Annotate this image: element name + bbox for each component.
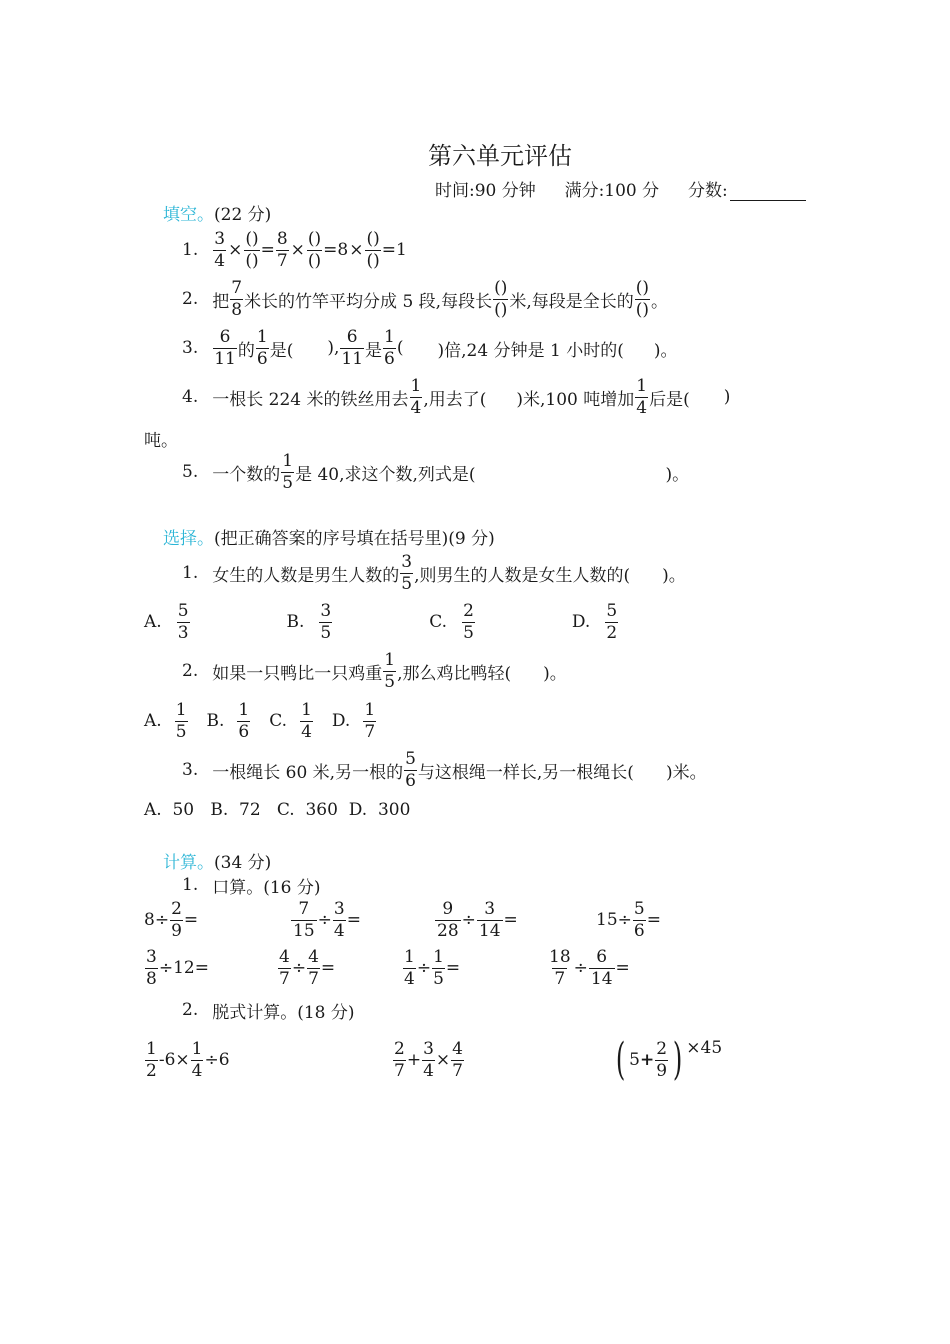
score-blank[interactable] — [730, 184, 806, 201]
exam-meta — [435, 176, 806, 201]
oral-calc-1: 8 ÷ $\frac{2}{9}$ = — [144, 898, 199, 941]
question-text: )米,100 吨增加 — [516, 389, 635, 410]
oral-calc-6: $\frac{4}{7}$ ÷ $\frac{4}{7}$ = — [279, 946, 336, 989]
oral-calc-7: $\frac{1}{4}$ ÷ $\frac{1}{5}$ = — [404, 946, 461, 989]
question-text: 把 — [212, 291, 230, 312]
option-a[interactable]: A. $\frac{1}{5}$ — [144, 699, 187, 742]
question-text: 。 — [651, 291, 669, 312]
question-text: ( — [396, 338, 404, 358]
fraction: $\frac{5}{6}$ — [405, 748, 416, 791]
question-number: 5. — [182, 462, 199, 482]
option-c[interactable]: C. $\frac{1}{4}$ — [269, 699, 312, 742]
question-text: 是( — [269, 340, 294, 361]
page-title: 第六单元评估 — [428, 142, 572, 170]
question-text: 一个数的 — [212, 464, 281, 485]
fraction: $\frac{1}{6}$ — [256, 326, 268, 369]
oral-calc-8: $\frac{18}{7}$ ÷ $\frac{6}{14}$ = — [549, 946, 630, 989]
question-text: 口算。(16 分) — [212, 877, 321, 898]
fraction: $\frac{1}{4}$ — [636, 375, 648, 418]
fraction: $\frac{1}{4}$ — [410, 375, 422, 418]
question-text: )。 — [653, 340, 678, 361]
fraction: $\frac{8}{7}$ — [276, 228, 288, 271]
choice-question-3 — [182, 750, 707, 790]
question-text: )。 — [543, 663, 567, 684]
answer-blank-fraction[interactable]: $\frac{()}{()}$ — [307, 228, 322, 271]
section-heading: 计算。 — [163, 852, 214, 873]
question-4 — [182, 377, 730, 417]
section-heading: 填空。 — [163, 204, 214, 225]
question-1 — [182, 230, 407, 270]
fraction: $\frac{3}{5}$ — [401, 551, 413, 594]
times-sign: × — [349, 240, 364, 260]
question-text: 脱式计算。(18 分) — [212, 1002, 355, 1023]
oral-calc-3: $\frac{9}{28}$ ÷ $\frac{3}{14}$ = — [437, 898, 518, 941]
question-text: 吨。 — [144, 430, 178, 451]
step-calc-1: $\frac{1}{2}$ - 6 × $\frac{1}{4}$ ÷ 6 — [146, 1038, 230, 1081]
choice-options-1 — [144, 602, 619, 642]
question-text: )倍,24 分钟是 1 小时的( — [437, 340, 624, 361]
section-fill-in — [163, 192, 271, 232]
question-3 — [182, 328, 677, 368]
question-5 — [182, 452, 689, 492]
question-number: 2. — [182, 661, 199, 681]
question-2 — [182, 279, 668, 319]
question-text: 一根长 224 米的铁丝用去 — [212, 389, 409, 410]
question-text: 女生的人数是男生人数的 — [212, 565, 400, 586]
step-calc-3: ( 5 + $\frac{2}{9}$ ) ×45 — [615, 1034, 723, 1085]
oral-calc-5: $\frac{3}{8}$ ÷ 12 = — [146, 946, 209, 989]
fraction: $\frac{1}{5}$ — [282, 450, 294, 493]
fraction: $\frac{3}{4}$ — [214, 228, 226, 271]
question-number: 4. — [182, 387, 199, 407]
choice-options-2 — [144, 701, 377, 741]
answer-blank-fraction[interactable]: $\frac{()}{()}$ — [366, 228, 380, 271]
question-text: 米,每段是全长的 — [509, 291, 634, 312]
option-b[interactable]: B. $\frac{3}{5}$ — [286, 600, 332, 643]
score-label: 分数: — [687, 181, 728, 201]
question-text: )。 — [665, 464, 690, 485]
answer-blank-fraction[interactable]: $\frac{()}{()}$ — [245, 228, 259, 271]
question-number: 3. — [182, 760, 199, 780]
question-text: 米长的竹竿平均分成 5 段,每段长 — [244, 291, 493, 312]
section-heading: 选择。 — [163, 528, 214, 549]
question-number: 1. — [182, 563, 199, 583]
step-calc-2: $\frac{2}{7}$ + $\frac{3}{4}$ × $\frac{4}{7}$ — [394, 1038, 463, 1081]
choice-options-3[interactable]: A. 50 B. 72 C. 360 D. 300 — [144, 800, 411, 820]
expression-text: =1 — [381, 240, 407, 260]
fraction: $\frac{7}{8}$ — [231, 277, 243, 320]
fraction: $\frac{1}{6}$ — [384, 326, 395, 369]
question-number: 1. — [182, 875, 199, 895]
question-text: 如果一只鸭比一只鸡重 — [212, 663, 383, 684]
question-text: ), — [327, 338, 340, 358]
section-points: (把正确答案的序号填在括号里)(9 分) — [214, 528, 495, 549]
question-text: 一根绳长 60 米,另一根的 — [212, 762, 404, 783]
question-number: 1. — [182, 240, 199, 260]
choice-question-2 — [182, 651, 567, 691]
equals-sign: = — [260, 240, 275, 260]
option-c[interactable]: C. $\frac{2}{5}$ — [429, 600, 474, 643]
option-a[interactable]: A. $\frac{5}{3}$ — [144, 600, 189, 643]
time-limit: 时间:90 分钟 — [435, 181, 536, 201]
fraction: $\frac{6}{11}$ — [214, 326, 236, 369]
section-points: (34 分) — [214, 852, 272, 873]
question-text: )米。 — [665, 762, 707, 783]
times-sign: × — [228, 240, 243, 260]
question-text: 后是( — [649, 389, 690, 410]
option-b[interactable]: B. $\frac{1}{6}$ — [206, 699, 250, 742]
answer-blank-fraction[interactable]: $\frac{()}{()}$ — [635, 277, 650, 320]
question-text: ,那么鸡比鸭轻( — [397, 663, 512, 684]
section-points: (22 分) — [214, 204, 272, 225]
full-score: 满分:100 分 — [564, 181, 660, 201]
choice-question-1 — [182, 553, 686, 593]
question-text: 是 — [365, 340, 383, 361]
question-text: ,用去了( — [423, 389, 487, 410]
fraction: $\frac{1}{5}$ — [384, 649, 396, 692]
option-d[interactable]: D. $\frac{1}{7}$ — [331, 699, 376, 742]
expression-text: =8 — [323, 240, 349, 260]
question-number: 2. — [182, 289, 199, 309]
question-text: 是 40,求这个数,列式是( — [295, 464, 476, 485]
fraction: $\frac{6}{11}$ — [341, 326, 364, 369]
question-number: 3. — [182, 338, 199, 358]
calc-part-2 — [182, 990, 355, 1030]
oral-calc-2: $\frac{7}{15}$ ÷ $\frac{3}{4}$ = — [293, 898, 361, 941]
question-text: ,则男生的人数是女生人数的( — [414, 565, 631, 586]
answer-blank-fraction[interactable]: $\frac{()}{()}$ — [494, 277, 508, 320]
question-text: ) — [723, 387, 731, 407]
section-multiple-choice — [163, 516, 495, 556]
question-number: 2. — [182, 1000, 199, 1020]
times-sign: × — [290, 240, 305, 260]
question-text: 与这根绳一样长,另一根绳长( — [417, 762, 634, 783]
option-d[interactable]: D. $\frac{5}{2}$ — [571, 600, 618, 643]
question-text: )。 — [662, 565, 686, 586]
question-4-continued — [144, 418, 178, 458]
question-text: 的 — [237, 340, 255, 361]
oral-calc-4: 15 ÷ $\frac{5}{6}$ = — [596, 898, 661, 941]
